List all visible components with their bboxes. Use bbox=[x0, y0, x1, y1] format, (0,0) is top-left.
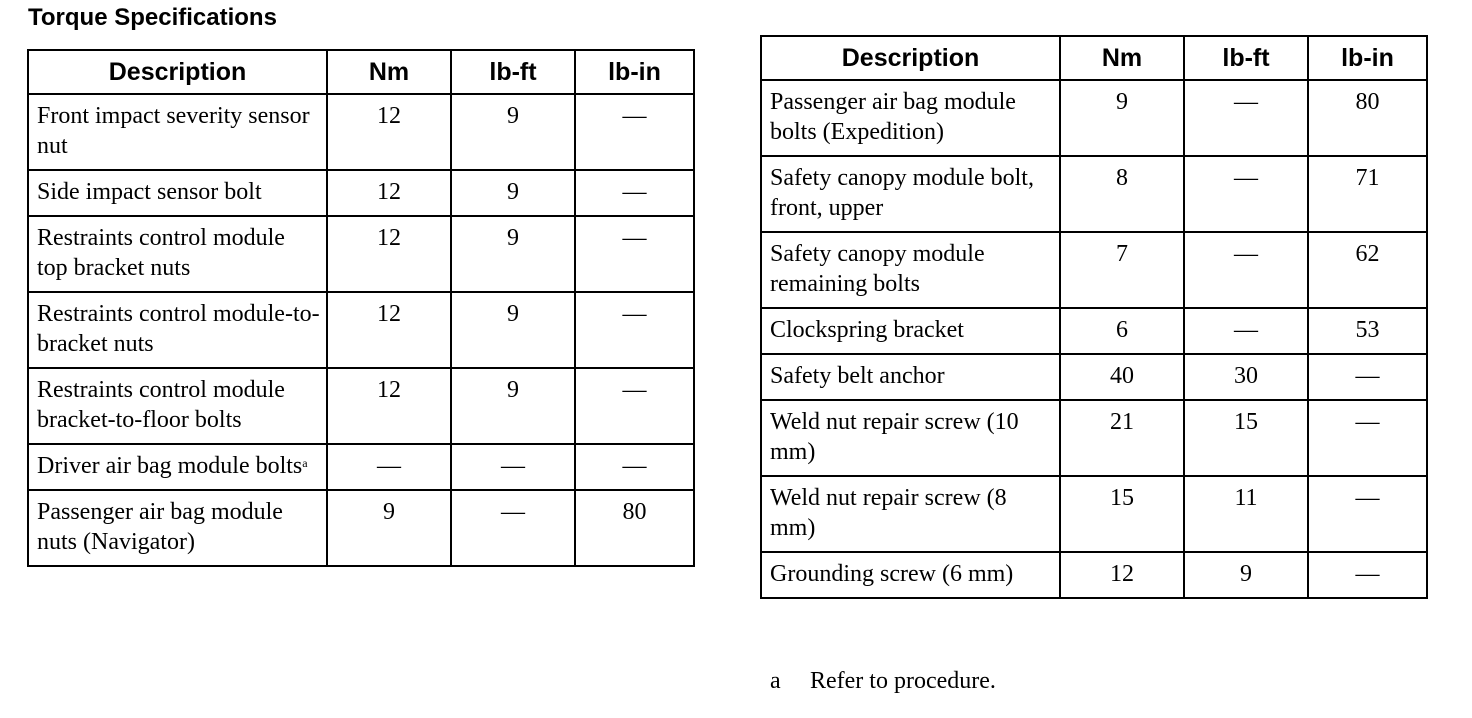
cell-description: Front impact severity sensor nut bbox=[28, 94, 327, 170]
cell-lbft: — bbox=[1184, 308, 1308, 354]
footnote bbox=[770, 668, 996, 695]
cell-description bbox=[28, 444, 327, 490]
table-row bbox=[28, 490, 694, 566]
table-header-row bbox=[28, 50, 694, 94]
cell-nm: 12 bbox=[327, 292, 451, 368]
cell-nm: 12 bbox=[327, 216, 451, 292]
cell-lbin: — bbox=[575, 94, 694, 170]
table-row bbox=[761, 476, 1427, 552]
cell-lbft: — bbox=[1184, 156, 1308, 232]
cell-nm: 40 bbox=[1060, 354, 1184, 400]
cell-description: Restraints control module-to-bracket nuts bbox=[28, 292, 327, 368]
table-row bbox=[28, 94, 694, 170]
cell-description: Weld nut repair screw (10 mm) bbox=[761, 400, 1060, 476]
cell-lbft: 9 bbox=[451, 94, 575, 170]
table-row bbox=[761, 552, 1427, 598]
cell-lbft: 9 bbox=[1184, 552, 1308, 598]
table-row bbox=[761, 400, 1427, 476]
cell-lbin: — bbox=[575, 444, 694, 490]
header-lbft: lb-ft bbox=[451, 50, 575, 94]
torque-table-right bbox=[760, 35, 1428, 599]
cell-lbin: — bbox=[575, 368, 694, 444]
cell-lbft: 9 bbox=[451, 170, 575, 216]
cell-nm: 12 bbox=[327, 368, 451, 444]
header-nm: Nm bbox=[327, 50, 451, 94]
cell-lbin: 53 bbox=[1308, 308, 1427, 354]
cell-nm: 7 bbox=[1060, 232, 1184, 308]
cell-description: Safety canopy module remaining bolts bbox=[761, 232, 1060, 308]
cell-lbft: — bbox=[1184, 232, 1308, 308]
table-row bbox=[761, 308, 1427, 354]
cell-lbin: 80 bbox=[575, 490, 694, 566]
torque-table-left bbox=[27, 49, 695, 567]
footnote-marker: a bbox=[302, 456, 308, 470]
table-row bbox=[761, 354, 1427, 400]
cell-lbft: — bbox=[451, 444, 575, 490]
cell-nm: — bbox=[327, 444, 451, 490]
cell-lbft: 9 bbox=[451, 216, 575, 292]
table-row bbox=[761, 80, 1427, 156]
cell-nm: 15 bbox=[1060, 476, 1184, 552]
header-lbft: lb-ft bbox=[1184, 36, 1308, 80]
page-title: Torque Specifications bbox=[28, 4, 277, 31]
cell-description: Safety belt anchor bbox=[761, 354, 1060, 400]
cell-lbin: — bbox=[575, 292, 694, 368]
cell-lbin: 62 bbox=[1308, 232, 1427, 308]
cell-description: Passenger air bag module nuts (Navigator) bbox=[28, 490, 327, 566]
cell-lbft: 30 bbox=[1184, 354, 1308, 400]
cell-lbft: 15 bbox=[1184, 400, 1308, 476]
cell-nm: 12 bbox=[327, 94, 451, 170]
table-header-row bbox=[761, 36, 1427, 80]
cell-description: Grounding screw (6 mm) bbox=[761, 552, 1060, 598]
cell-lbin: — bbox=[1308, 400, 1427, 476]
cell-description: Restraints control module top bracket nuts bbox=[28, 216, 327, 292]
header-nm: Nm bbox=[1060, 36, 1184, 80]
cell-nm: 6 bbox=[1060, 308, 1184, 354]
table-row bbox=[28, 170, 694, 216]
header-description: Description bbox=[28, 50, 327, 94]
cell-nm: 12 bbox=[327, 170, 451, 216]
table-row bbox=[761, 232, 1427, 308]
cell-lbft: 11 bbox=[1184, 476, 1308, 552]
cell-lbin: 71 bbox=[1308, 156, 1427, 232]
cell-nm: 9 bbox=[1060, 80, 1184, 156]
cell-nm: 9 bbox=[327, 490, 451, 566]
cell-lbin: — bbox=[1308, 354, 1427, 400]
cell-description: Side impact sensor bolt bbox=[28, 170, 327, 216]
cell-lbft: 9 bbox=[451, 368, 575, 444]
header-lbin: lb-in bbox=[1308, 36, 1427, 80]
cell-description: Restraints control module bracket-to-floor bolts bbox=[28, 368, 327, 444]
cell-lbin: — bbox=[1308, 476, 1427, 552]
cell-lbft: — bbox=[1184, 80, 1308, 156]
footnote-mark: a bbox=[770, 668, 781, 694]
table-row bbox=[761, 156, 1427, 232]
table-row bbox=[28, 216, 694, 292]
cell-description: Clockspring bracket bbox=[761, 308, 1060, 354]
description-text: Driver air bag module bolts bbox=[37, 453, 303, 479]
table-row bbox=[28, 368, 694, 444]
cell-lbft: — bbox=[451, 490, 575, 566]
cell-nm: 21 bbox=[1060, 400, 1184, 476]
table-row bbox=[28, 292, 694, 368]
cell-nm: 12 bbox=[1060, 552, 1184, 598]
cell-description: Weld nut repair screw (8 mm) bbox=[761, 476, 1060, 552]
cell-lbin: — bbox=[575, 216, 694, 292]
cell-lbin: — bbox=[575, 170, 694, 216]
cell-lbft: 9 bbox=[451, 292, 575, 368]
cell-nm: 8 bbox=[1060, 156, 1184, 232]
header-lbin: lb-in bbox=[575, 50, 694, 94]
cell-lbin: 80 bbox=[1308, 80, 1427, 156]
footnote-text: Refer to procedure. bbox=[810, 668, 996, 694]
table-row bbox=[28, 444, 694, 490]
cell-description: Safety canopy module bolt, front, upper bbox=[761, 156, 1060, 232]
cell-description: Passenger air bag module bolts (Expedition) bbox=[761, 80, 1060, 156]
header-description: Description bbox=[761, 36, 1060, 80]
cell-lbin: — bbox=[1308, 552, 1427, 598]
